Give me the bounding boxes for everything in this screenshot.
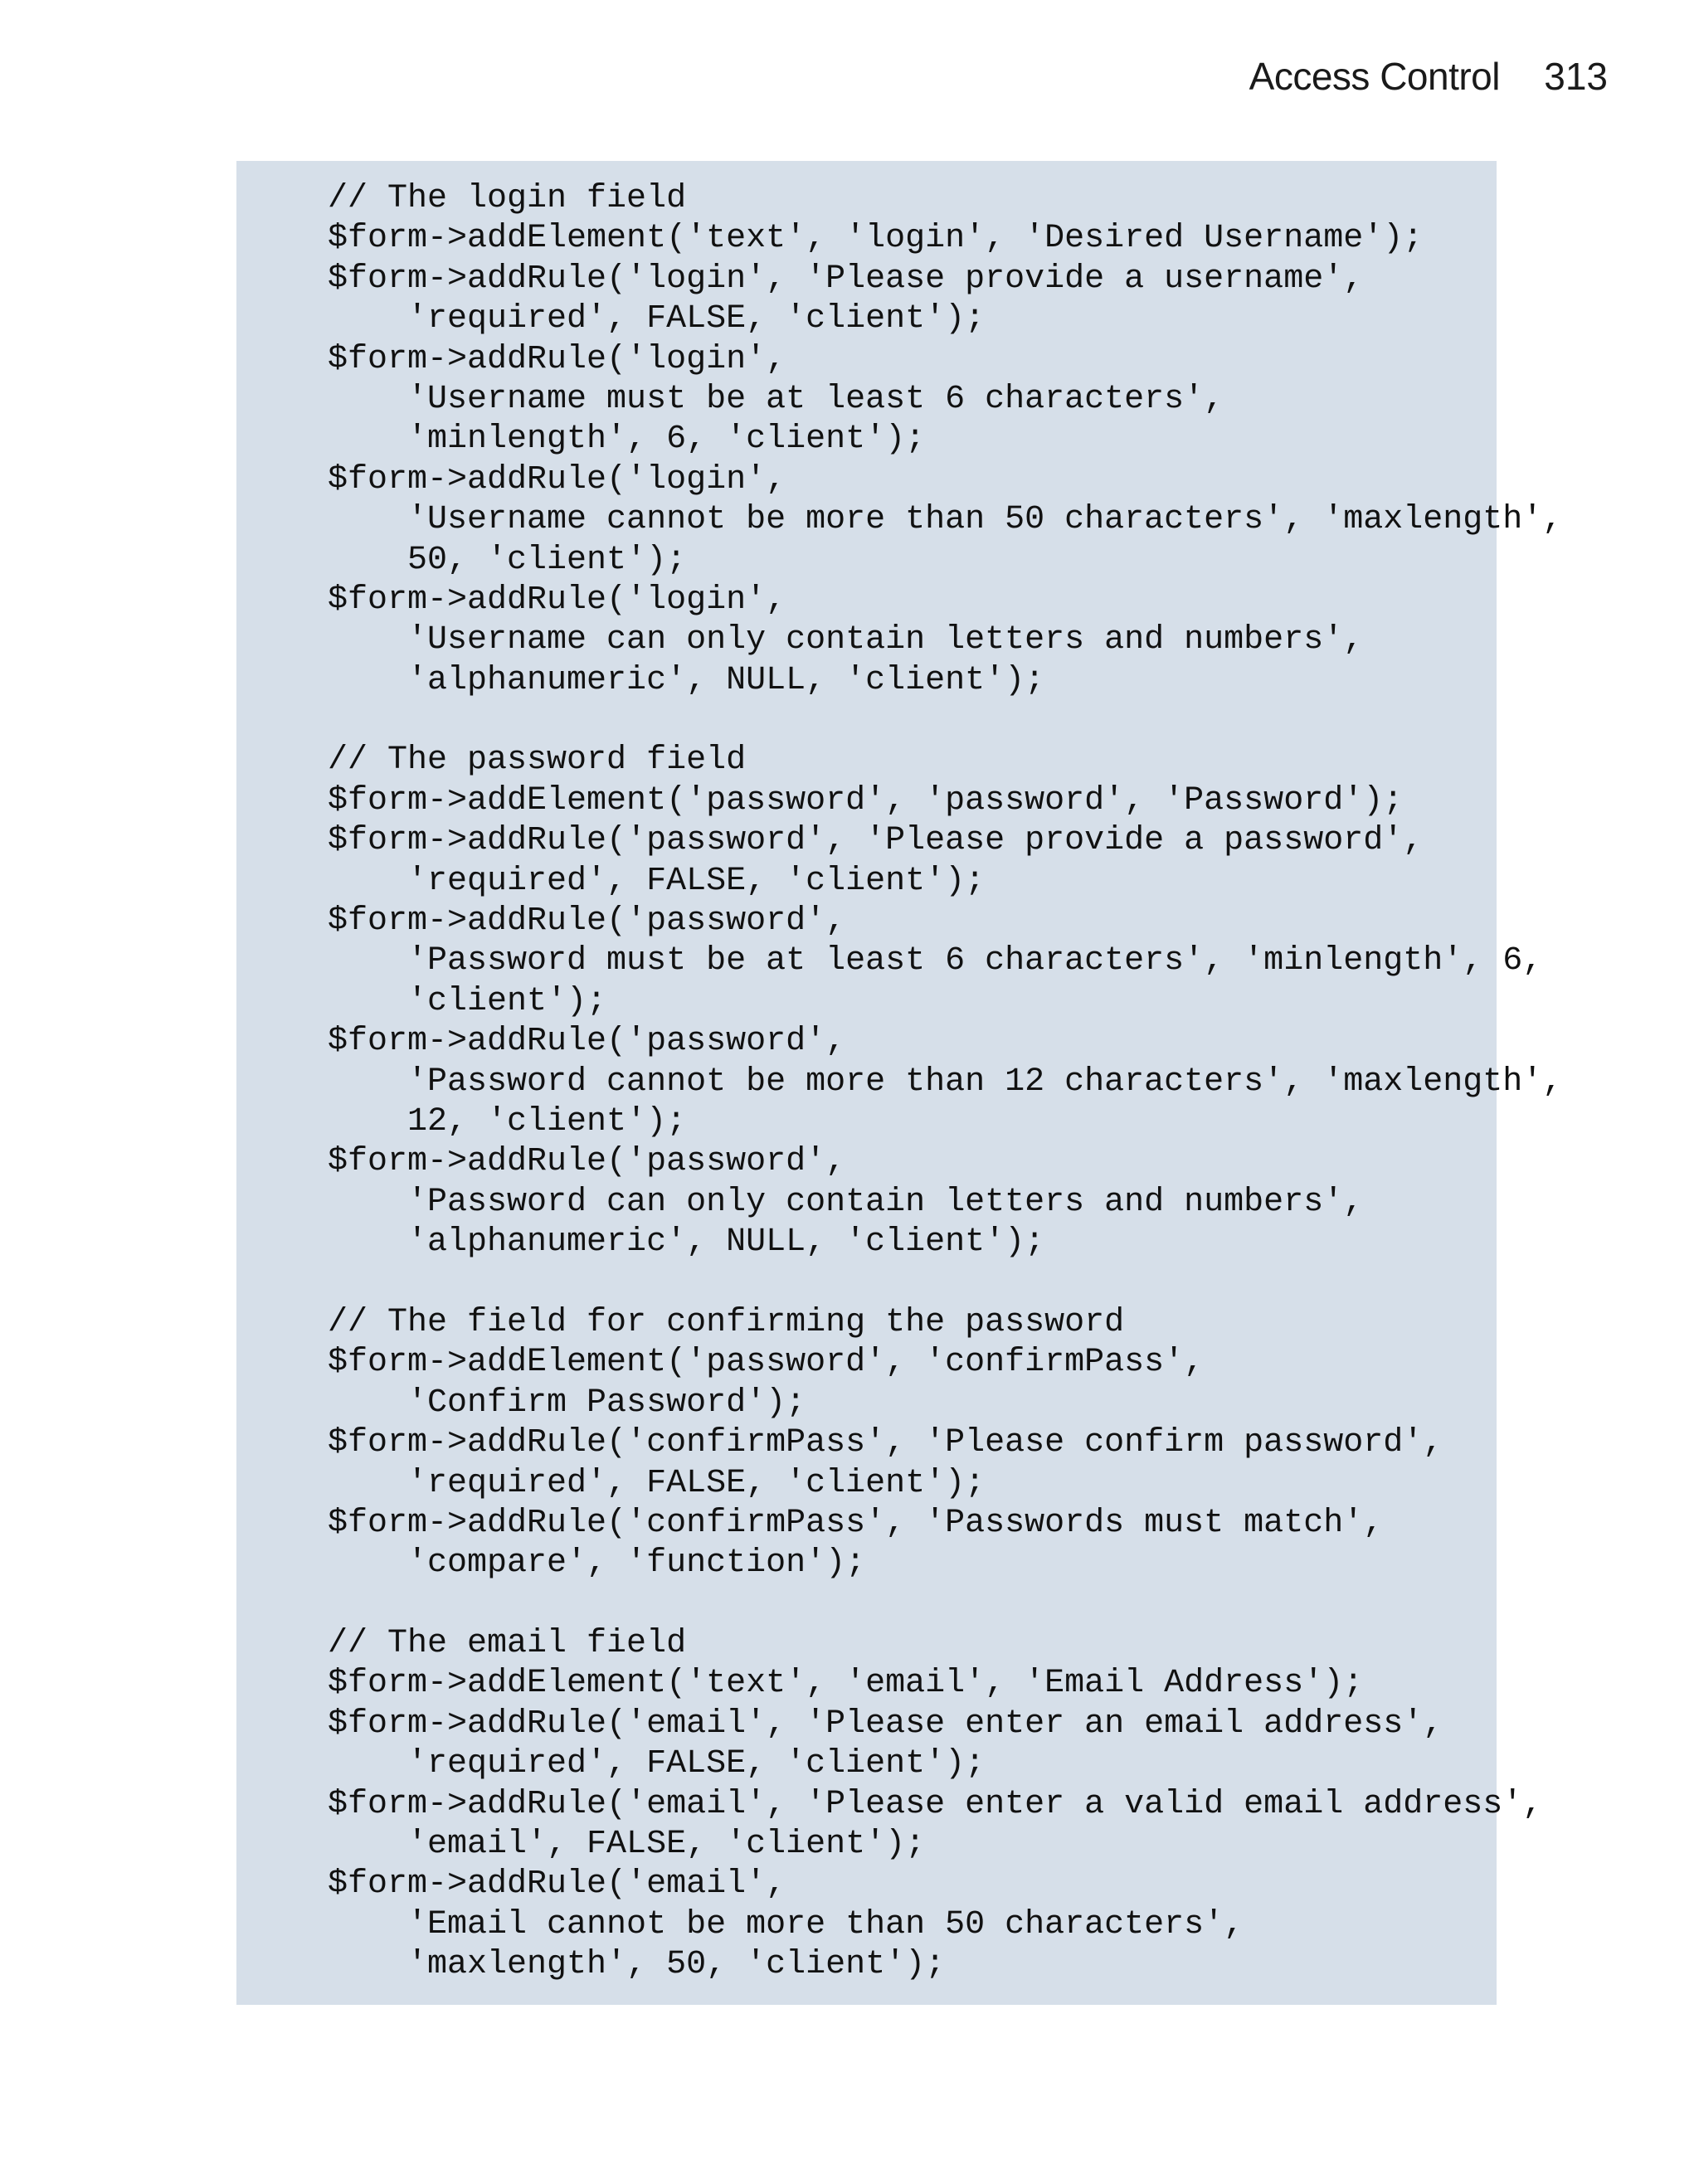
code-line: $form->addElement('password', 'password', 'Password'); — [328, 781, 1404, 820]
code-line: 'email', FALSE, 'client'); — [328, 1826, 926, 1864]
code-line: 'required', FALSE, 'client'); — [328, 1745, 986, 1783]
page-number: 313 — [1544, 55, 1608, 98]
code-line: 'alphanumeric', NULL, 'client'); — [328, 1223, 1045, 1262]
code-line: $form->addRule('login', — [328, 460, 786, 499]
code-line: 'Username can only contain letters and numbers', — [328, 621, 1364, 659]
code-line: $form->addRule('email', 'Please enter a valid email address', — [328, 1785, 1543, 1823]
code-line: 'Password cannot be more than 12 characters', 'maxlength', — [328, 1063, 1563, 1101]
running-head — [0, 51, 1699, 101]
code-line: 'maxlength', 50, 'client'); — [328, 1946, 946, 1984]
code-line: $form->addRule('login', 'Please provide a username', — [328, 260, 1364, 298]
code-blank-line — [328, 701, 1497, 741]
code-line: $form->addRule('password', — [328, 1023, 846, 1061]
code-line: 'compare', 'function'); — [328, 1544, 866, 1583]
code-line: 50, 'client'); — [328, 541, 687, 579]
code-blank-line — [328, 1263, 1497, 1303]
code-comment-line: // The login field — [328, 180, 687, 217]
code-line: 'minlength', 6, 'client'); — [328, 421, 926, 459]
code-comment-line: // The field for confirming the password — [328, 1303, 1125, 1341]
code-line: 'Username cannot be more than 50 characters', 'maxlength', — [328, 501, 1563, 539]
code-line: $form->addRule('password', 'Please provide a password', — [328, 822, 1424, 860]
code-listing — [236, 161, 1563, 2005]
code-line: $form->addRule('confirmPass', 'Please confirm password', — [328, 1424, 1443, 1462]
code-line: 'required', FALSE, 'client'); — [328, 1464, 986, 1502]
code-line: $form->addRule('password', — [328, 902, 846, 941]
code-line: 'Confirm Password'); — [328, 1384, 806, 1422]
code-line: 12, 'client'); — [328, 1102, 687, 1141]
code-line: 'Password can only contain letters and numbers', — [328, 1183, 1364, 1221]
code-comment-line: // The email field — [328, 1625, 687, 1663]
code-line: $form->addRule('password', — [328, 1143, 846, 1181]
code-line: $form->addRule('login', — [328, 581, 786, 619]
code-blank-line — [328, 1584, 1497, 1624]
code-line: 'Username must be at least 6 characters', — [328, 380, 1224, 418]
section-title: Access Control — [1249, 55, 1500, 98]
code-line: $form->addElement('text', 'email', 'Email Address'); — [328, 1665, 1364, 1703]
code-line: $form->addRule('confirmPass', 'Passwords must match', — [328, 1504, 1384, 1542]
code-line: $form->addElement('text', 'login', 'Desired Username'); — [328, 220, 1424, 258]
code-line: $form->addRule('login', — [328, 340, 786, 378]
code-line: 'Email cannot be more than 50 characters', — [328, 1905, 1244, 1943]
code-line: $form->addRule('email', — [328, 1865, 786, 1904]
code-line: 'alphanumeric', NULL, 'client'); — [328, 661, 1045, 699]
code-line: 'required', FALSE, 'client'); — [328, 300, 986, 338]
code-line: 'client'); — [328, 982, 607, 1020]
code-line: 'required', FALSE, 'client'); — [328, 862, 986, 900]
code-line: 'Password must be at least 6 characters', 'minlength', 6, — [328, 942, 1543, 980]
code-comment-line: // The password field — [328, 742, 747, 780]
code-line: $form->addRule('email', 'Please enter an email address', — [328, 1705, 1443, 1743]
code-line: $form->addElement('password', 'confirmPass', — [328, 1344, 1205, 1382]
